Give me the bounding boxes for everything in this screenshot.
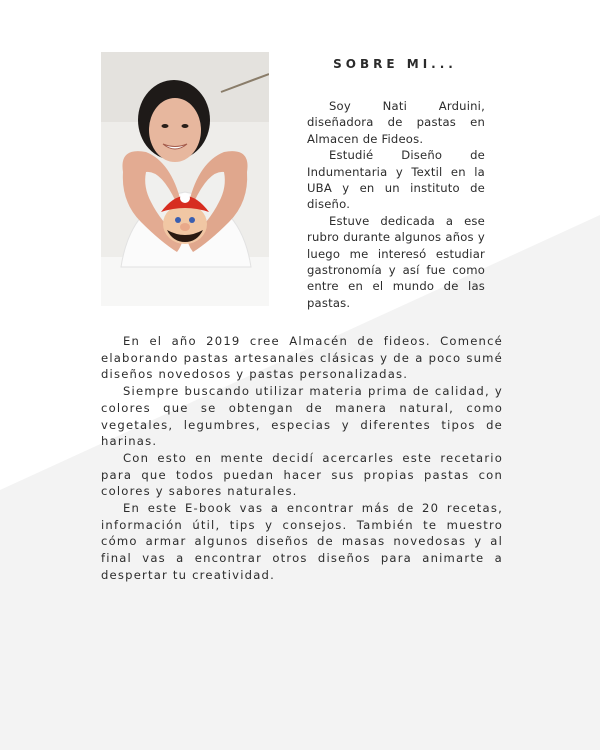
body-paragraph: En el año 2019 cree Almacén de fideos. Comencé elaborando pastas artesanales clásicas y de a poco sumé diseños novedosos y pastas personalizadas. — [101, 334, 503, 382]
intro-text — [307, 98, 485, 311]
body-paragraph: Siempre buscando utilizar materia prima de calidad, y colores que se obtengan de manera natural, como vegetales, legumbres, especias y diferentes tipos de harinas. — [101, 384, 503, 449]
intro-paragraph: Estudié Diseño de Indumentaria y Textil en la UBA y en un instituto de diseño. — [307, 148, 485, 212]
page-heading: SOBRE MI... — [333, 57, 457, 71]
intro-paragraph: Estuve dedicada a ese rubro durante algunos años y luego me interesó estudiar gastronomía y así fue como entre en el mundo de las pastas. — [307, 213, 485, 310]
body-paragraph: Con esto en mente decidí acercarles este recetario para que todos puedan hacer sus propias pastas con colores y sabores naturales. — [101, 450, 503, 499]
profile-photo — [101, 52, 269, 306]
body-paragraph: En este E-book vas a encontrar más de 20 recetas, información útil, tips y consejos. También te muestro cómo armar algunos diseños de masas novedosas y al final vas a encontrar otros diseños para animarte a despertar tu creatividad. — [101, 501, 503, 582]
intro-paragraph: Soy Nati Arduini, diseñadora de pastas en Almacen de Fideos. — [307, 99, 485, 146]
body-text — [101, 333, 503, 584]
